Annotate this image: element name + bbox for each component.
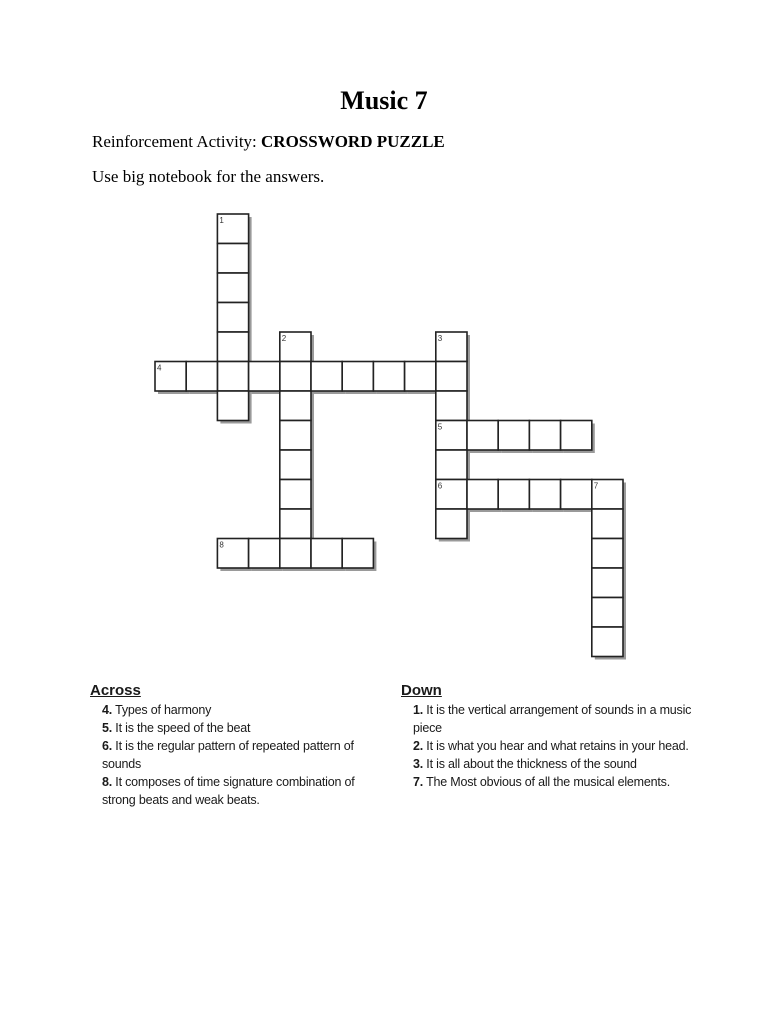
crossword-cell[interactable] — [436, 362, 467, 392]
clue-number: 6. — [102, 739, 113, 753]
clue-text: The Most obvious of all the musical elements. — [423, 775, 670, 789]
down-clue-7 — [401, 773, 711, 791]
clue-text: It is the regular pattern of repeated pattern of sounds — [102, 739, 354, 771]
cell-number-8: 8 — [219, 540, 224, 550]
across-clues — [90, 682, 380, 809]
clue-text: It is the speed of the beat — [112, 721, 251, 735]
crossword-cell[interactable] — [217, 391, 248, 421]
clue-number: 5. — [102, 721, 113, 735]
crossword-cell[interactable] — [280, 480, 311, 510]
crossword-cell[interactable] — [311, 362, 342, 392]
crossword-cell[interactable] — [467, 421, 498, 451]
crossword-cell[interactable] — [217, 362, 248, 392]
crossword-cell[interactable] — [217, 303, 248, 333]
clue-number: 2. — [413, 739, 424, 753]
crossword-cell[interactable] — [592, 627, 623, 657]
crossword-cell[interactable] — [280, 362, 311, 392]
crossword-cell[interactable] — [592, 539, 623, 569]
crossword-cell[interactable] — [249, 362, 280, 392]
clue-number: 4. — [102, 703, 113, 717]
down-clue-2 — [401, 737, 711, 755]
crossword-cell[interactable] — [280, 421, 311, 451]
cell-number-6: 6 — [437, 481, 443, 491]
crossword-cell[interactable] — [436, 391, 467, 421]
cell-number-7: 7 — [593, 481, 599, 491]
crossword-cell[interactable] — [342, 362, 373, 392]
cell-number-2: 2 — [281, 334, 287, 343]
down-clues — [401, 682, 711, 791]
clue-text: It composes of time signature combination of strong beats and weak beats. — [102, 775, 355, 807]
crossword-cell[interactable] — [280, 539, 311, 569]
clue-number: 8. — [102, 775, 113, 789]
crossword-cell[interactable] — [436, 450, 467, 480]
crossword-cell[interactable] — [592, 598, 623, 628]
crossword-cell[interactable] — [217, 244, 248, 274]
crossword-cell[interactable] — [280, 509, 311, 539]
across-clue-6 — [90, 737, 380, 773]
crossword-cell[interactable] — [592, 568, 623, 598]
across-clue-8 — [90, 773, 380, 809]
cell-number-5: 5 — [437, 422, 443, 432]
crossword-cell[interactable] — [561, 421, 592, 451]
instruction-text: Use big notebook for the answers. — [92, 167, 325, 186]
crossword-cell[interactable] — [405, 362, 436, 392]
cell-number-3: 3 — [437, 334, 443, 343]
crossword-cell[interactable] — [529, 421, 560, 451]
crossword-cell[interactable] — [280, 391, 311, 421]
clue-text: Types of harmony — [112, 703, 212, 717]
crossword-cell[interactable] — [217, 273, 248, 303]
crossword-cell[interactable] — [217, 332, 248, 362]
across-clue-list — [90, 701, 380, 809]
activity-name: CROSSWORD PUZZLE — [261, 132, 445, 151]
crossword-cell[interactable] — [529, 480, 560, 510]
crossword-cell[interactable] — [186, 362, 217, 392]
across-clue-5 — [90, 719, 380, 737]
crossword-cell[interactable] — [249, 539, 280, 569]
crossword-cell[interactable] — [436, 509, 467, 539]
activity-prefix: Reinforcement Activity: — [92, 132, 262, 151]
across-heading: Across — [90, 682, 141, 699]
page-title: Music 7 — [340, 86, 428, 115]
crossword-cell[interactable] — [467, 480, 498, 510]
crossword-cell[interactable] — [280, 450, 311, 480]
clue-text: It is the vertical arrangement of sounds in a music piece — [413, 703, 692, 735]
crossword-cell[interactable] — [592, 509, 623, 539]
crossword-cell[interactable] — [342, 539, 373, 569]
cell-number-1: 1 — [219, 216, 224, 225]
crossword-cell[interactable] — [498, 480, 529, 510]
clue-number: 3. — [413, 757, 424, 771]
across-clue-4 — [90, 701, 380, 719]
crossword-cell[interactable] — [498, 421, 529, 451]
clue-number: 7. — [413, 775, 424, 789]
clue-text: It is what you hear and what retains in your head. — [423, 739, 689, 753]
clue-number: 1. — [413, 703, 424, 717]
crossword-cell[interactable] — [373, 362, 404, 392]
down-heading: Down — [401, 682, 442, 699]
down-clue-1 — [401, 701, 711, 737]
clue-text: It is all about the thickness of the sound — [423, 757, 637, 771]
crossword-cell[interactable] — [311, 539, 342, 569]
cell-number-4: 4 — [157, 363, 162, 373]
crossword-cell[interactable] — [561, 480, 592, 510]
down-clue-list — [401, 701, 711, 791]
down-clue-3 — [401, 755, 711, 773]
